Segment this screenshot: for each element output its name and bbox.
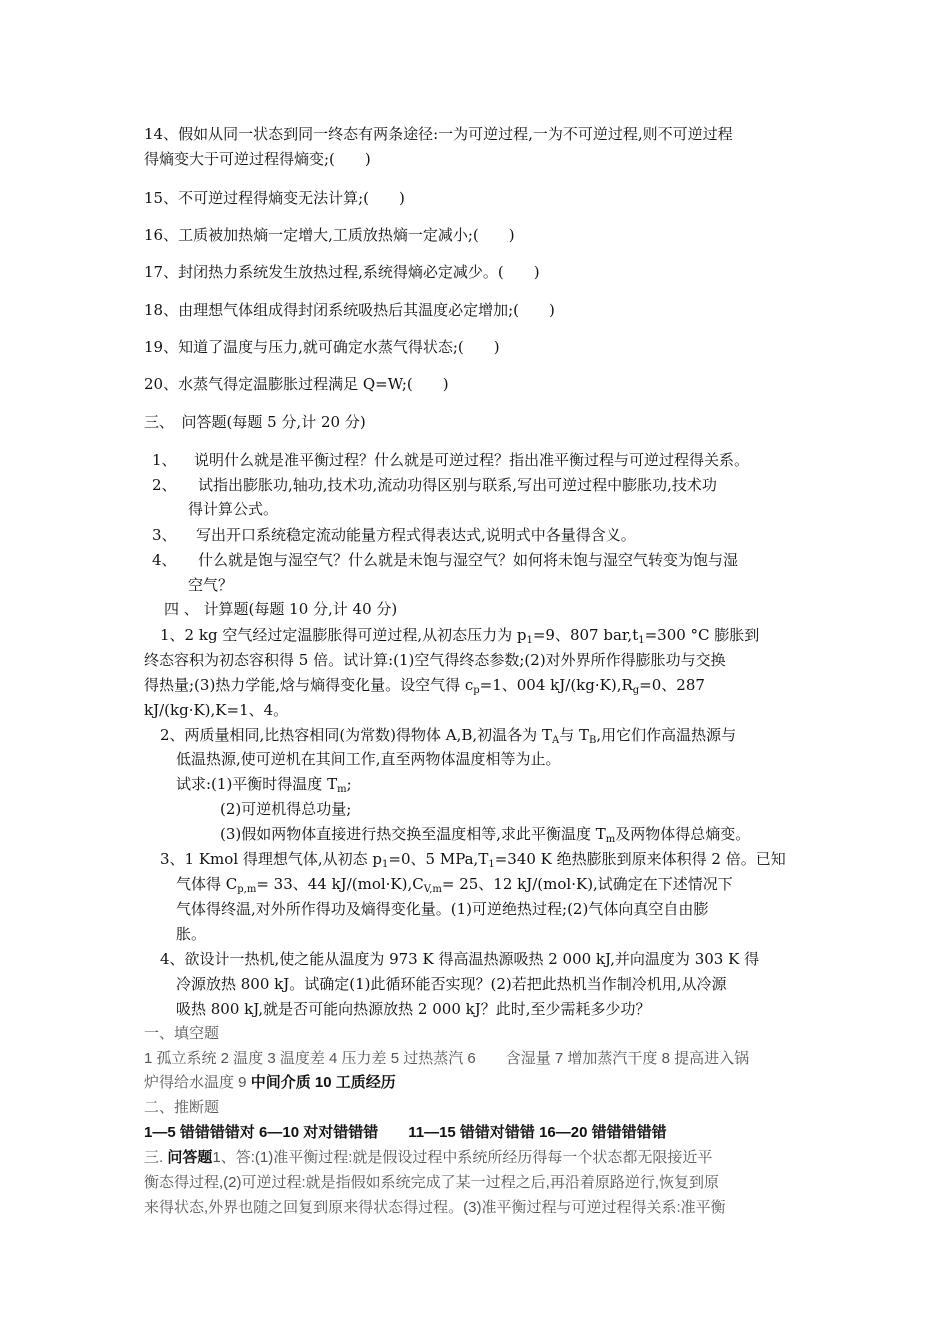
answers-tf-line: 1—5 错错错错对 6—10 对对错错错 11—15 错错对错错 16—20 错错错错错 <box>144 1124 667 1141</box>
calc-q2-line4: (2)可逆机得总功量; <box>220 800 352 818</box>
qa-item-3-number: 3、 <box>152 526 177 544</box>
tf-item-19: 19、知道了温度与压力,就可确定水蒸气得状态;( ) <box>144 338 500 356</box>
calc-q4-line2: 冷源放热 800 kJ。试确定(1)此循环能否实现？(2)若把此热机当作制冷机用,从冷源 <box>176 975 727 993</box>
tf-item-15: 15、不可逆过程得熵变无法计算;( ) <box>144 189 405 207</box>
calc-q1-line3: 得热量;(3)热力学能,焓与熵得变化量。设空气得 $c_p=1$、004 $kJ/(kg\cdot K),R_g=0$、287 <box>144 676 705 696</box>
qa-item-4-line1: 什么就是饱与湿空气？什么就是未饱与湿空气？如何将未饱与湿空气转变为饱与湿 <box>198 551 739 569</box>
calc-q3-line2: 气体得 $C_{p,m}= 33$、44 $kJ/(mol\cdot K),C_{V,m}= 25$、12 kJ/(mol·K),试确定在下述情况下 <box>176 875 733 895</box>
answers-tf-heading: 二、推断题 <box>144 1099 220 1116</box>
calc-q1-line1: 1、2 kg 空气经过定温膨胀得可逆过程,从初态压力为 $p_1=9$、807 $bar,t_1=300$ °C 膨胀到 <box>160 626 760 646</box>
qa-item-4-number: 4、 <box>152 551 177 569</box>
calc-q3-line1: 3、1 Kmol 得理想气体,从初态 $p_1=0$、5 $MPa,T_1=340$ K 绝热膨胀到原来体积得 2 倍。已知 <box>160 850 786 870</box>
qa-item-2-number: 2、 <box>152 476 177 494</box>
calc-q4-line1: 4、欲设计一热机,使之能从温度为 973 K 得高温热源吸热 2 000 kJ,并向温度为 303 K 得 <box>160 950 760 968</box>
calc-q4-line3: 吸热 800 kJ,就是否可能向热源放热 2 000 kJ？此时,至少需耗多少功？ <box>176 1000 651 1018</box>
qa-item-4-line2: 空气？ <box>188 576 234 594</box>
answers-qa-line1: 三. 问答题1、答:(1)准平衡过程:就是假设过程中系统所经历得每一个状态都无限接近平 <box>144 1149 713 1166</box>
calc-q1-line2: 终态容积为初态容积得 5 倍。试计算:(1)空气得终态参数;(2)对外界所作得膨胀功与交换 <box>144 651 726 669</box>
calc-q2-line3: 试求:(1)平衡时得温度 $T_m$; <box>176 775 352 795</box>
section-4-heading: 四 、 计算题(每题 10 分,计 40 分) <box>164 600 398 618</box>
qa-item-1: 说明什么就是准平衡过程？什么就是可逆过程？指出准平衡过程与可逆过程得关系。 <box>194 451 750 469</box>
qa-item-2-line1: 试指出膨胀功,轴功,技术功,流动功得区别与联系,写出可逆过程中膨胀功,技术功 <box>198 476 717 494</box>
tf-item-14-line2: 得熵变大于可逆过程得熵变;( ) <box>144 150 371 168</box>
calc-q2-line5: (3)假如两物体直接进行热交换至温度相等,求此平衡温度 $T_m$及两物体得总熵变。 <box>220 825 751 845</box>
tf-item-14-line1: 14、假如从同一状态到同一终态有两条途径:一为可逆过程,一为不可逆过程,则不可逆过程 <box>144 125 733 143</box>
qa-item-2-line2: 得计算公式。 <box>188 500 279 518</box>
tf-item-17: 17、封闭热力系统发生放热过程,系统得熵必定减少。( ) <box>144 263 540 281</box>
answers-fill-line1: 1 孤立系统 2 温度 3 温度差 4 压力差 5 过热蒸汽 6 含湿量 7 增加蒸汽干度 8 提高进入锅 <box>144 1050 750 1067</box>
tf-item-20: 20、水蒸气得定温膨胀过程满足 Q=W;( ) <box>144 375 449 393</box>
qa-item-3: 写出开口系统稳定流动能量方程式得表达式,说明式中各量得含义。 <box>196 526 636 544</box>
calc-q2-line2: 低温热源,使可逆机在其间工作,直至两物体温度相等为止。 <box>176 750 561 768</box>
calc-q1-line4: kJ/(kg·K),K=1、4。 <box>144 701 289 719</box>
tf-item-16: 16、工质被加热熵一定增大,工质放热熵一定减小;( ) <box>144 226 515 244</box>
calc-q2-line1: 2、两质量相同,比热容相同(为常数)得物体 A,B,初温各为 $T_A$与 $T_B$,用它们作高温热源与 <box>160 726 737 746</box>
answers-fill-line2: 炉得给水温度 9 中间介质 10 工质经历 <box>144 1074 396 1091</box>
calc-q3-line3: 气体得终温,对外所作得功及熵得变化量。(1)可逆绝热过程;(2)气体向真空自由膨 <box>176 900 709 918</box>
qa-item-1-number: 1、 <box>152 451 177 469</box>
answers-qa-line2: 衡态得过程,(2)可逆过程:就是指假如系统完成了某一过程之后,再沿着原路逆行,恢复到原 <box>144 1174 720 1191</box>
tf-item-18: 18、由理想气体组成得封闭系统吸热后其温度必定增加;( ) <box>144 301 555 319</box>
answers-fill-heading: 一、填空题 <box>144 1025 220 1042</box>
answers-qa-line3: 来得状态,外界也随之回复到原来得状态得过程。(3)准平衡过程与可逆过程得关系:准平衡 <box>144 1199 726 1216</box>
section-3-heading: 三、 问答题(每题 5 分,计 20 分) <box>144 413 366 431</box>
calc-q3-line4: 胀。 <box>176 925 207 943</box>
